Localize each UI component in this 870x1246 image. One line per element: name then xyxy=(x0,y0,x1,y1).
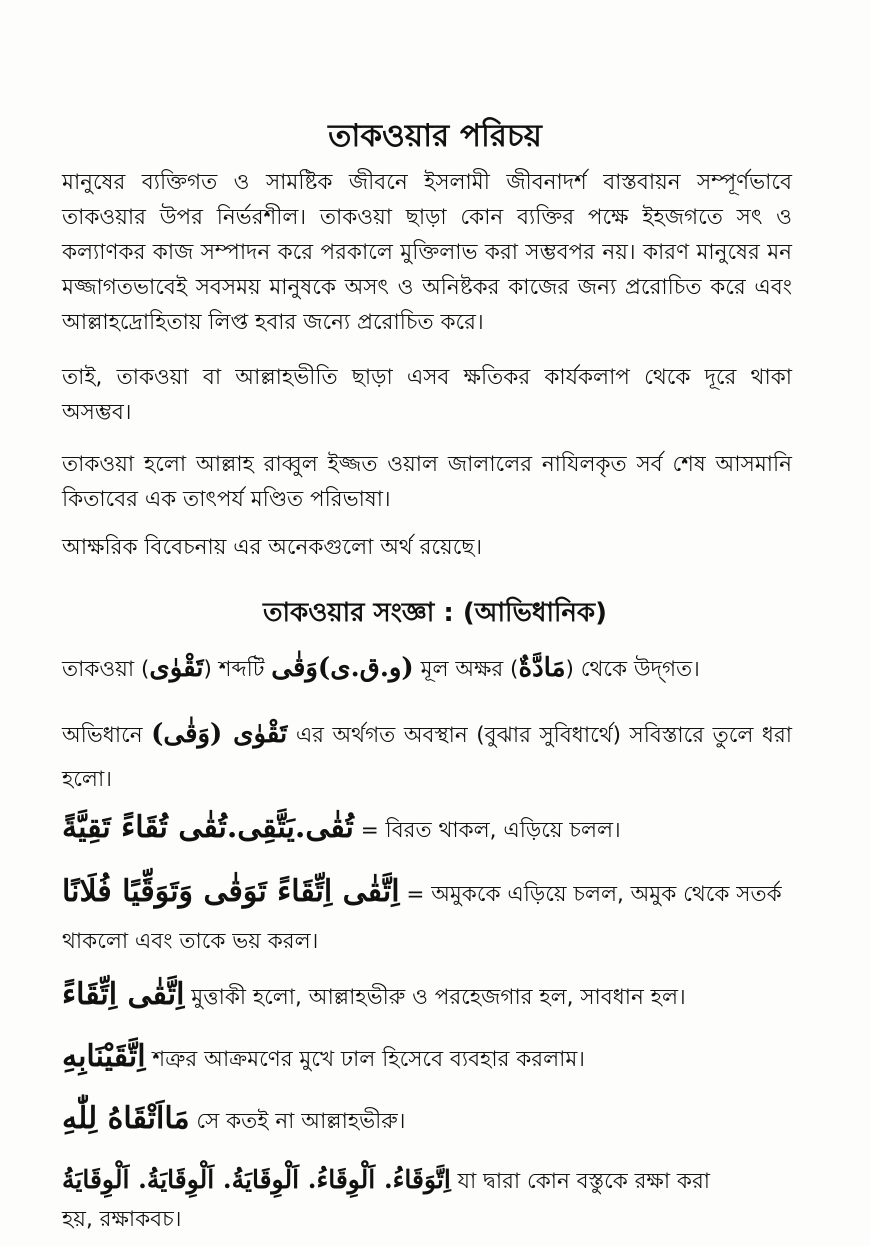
entry-arabic: اِتَّوَقَاءُ. اَلْوِقَاءُ. اَلْوِقَايَةُ. اَلْوِقَايَةُ. اَلْوِقَايَةُ xyxy=(62,1165,451,1194)
list-item xyxy=(62,872,797,915)
definition-text-2: ) শব্দটি xyxy=(203,657,265,682)
entry-meaning: শত্রুর আক্রমণের মুখে ঢাল হিসেবে ব্যবহার করলাম। xyxy=(152,1047,585,1072)
list-item xyxy=(62,1099,797,1142)
entry-arabic: اِتَّقٰى اِتِّقَاءً تَوَقٰى وَتَوَقِّيًا فُلَانًا xyxy=(62,874,400,909)
entry-meaning-cont: হয়, রক্ষাকবচ। xyxy=(62,1207,182,1232)
arabic-root-letters: (و.ق.ى)وَقٰى xyxy=(271,653,414,683)
entry-arabic: تُقٰى.يَتَّقِى.تُقٰى تُقَاءً تَقِيَّةً xyxy=(62,810,354,845)
list-item-continuation xyxy=(62,922,797,962)
arabic-madda: مَادَّةٌ xyxy=(518,653,566,683)
lexicon-text-1: অভিধানে xyxy=(62,723,152,748)
paragraph-terminology: তাকওয়া হলো আল্লাহ রাব্বুল ইজ্জত ওয়াল জালালের নাযিলকৃত সর্ব শেষ আসমানি কিতাবের এক তাৎপর্য মণ্ডিত পরিভাষা। xyxy=(62,452,792,512)
entry-meaning: = বিরত থাকল, এড়িয়ে চলল। xyxy=(360,818,621,843)
paragraph-avoidance: তাই, তাকওয়া বা আল্লাহভীতি ছাড়া এসব ক্ষতিকর কার্যকলাপ থেকে দূরে থাকা অসম্ভব। xyxy=(62,365,792,425)
list-item xyxy=(62,808,797,851)
entry-arabic: اِتَّقَيْنَابِهِ xyxy=(62,1039,146,1074)
definition-text-1: তাকওয়া ( xyxy=(62,657,150,682)
entry-arabic: اِتَّقٰى اِتِّقَاءً xyxy=(62,977,185,1012)
entry-meaning: = অমুককে এড়িয়ে চলল, অমুক থেকে সতর্ক xyxy=(406,882,782,907)
entry-meaning-cont: থাকলো এবং তাকে ভয় করল। xyxy=(62,929,319,954)
page-title: তাকওয়ার পরিচয় xyxy=(328,118,542,154)
list-item xyxy=(62,1037,797,1080)
lexicon-text-2: এর অর্থগত অবস্থান (বুঝার সুবিধার্থে) সবিস্তারে তুলে ধরা হলো। xyxy=(62,723,793,792)
definition-text-4: ) থেকে উদ্‌গত। xyxy=(565,657,700,682)
entry-arabic: مَااَتْقَاهُ لِلّٰهِ xyxy=(62,1101,190,1136)
entry-meaning: মুত্তাকী হলো, আল্লাহভীরু ও পরহেজগার হল, সাবধান হল। xyxy=(191,985,686,1010)
arabic-taqwa-waqa: تَقْوٰى (وَقٰى) xyxy=(151,719,288,749)
list-item-continuation xyxy=(62,1200,797,1240)
list-item xyxy=(62,975,797,1018)
definition-text-3: মূল অক্ষর ( xyxy=(413,657,519,682)
paragraph-intro: মানুষের ব্যক্তিগত ও সামষ্টিক জীবনে ইসলামী জীবনাদর্শ বাস্তবায়ন সম্পূর্ণভাবে তাকওয়ার উপর নির্ভরশীল। তাকওয়া ছাড়া কোন ব্যক্তির পক্ষে ইহজগতে সৎ ও কল্যাণকর কাজ সম্পাদন করে পরকালে মুক্তিলাভ করা সম্ভবপর নয়। কারণ মানুষের মন মজ্জাগতভাবেই সবসময় মানুষকে অসৎ ও অনিষ্টকর কাজের জন্য প্ররোচিত করে এবং আল্লাহদ্রোহিতায় লিপ্ত হবার জন্যে প্ররোচিত করে। xyxy=(62,170,792,335)
paragraph-meanings: আক্ষরিক বিবেচনায় এর অনেকগুলো অর্থ রয়েছে। xyxy=(62,535,483,560)
definition-line xyxy=(62,648,797,690)
lexicon-intro xyxy=(62,712,792,802)
entry-meaning: যা দ্বারা কোন বস্তুকে রক্ষা করা xyxy=(457,1169,711,1194)
arabic-taqwa: تَقْوٰى xyxy=(149,653,204,683)
entry-meaning: সে কতই না আল্লাহভীরু। xyxy=(196,1109,406,1134)
section-heading: তাকওয়ার সংজ্ঞা : (আভিধানিক) xyxy=(262,598,608,628)
list-item xyxy=(62,1160,797,1202)
